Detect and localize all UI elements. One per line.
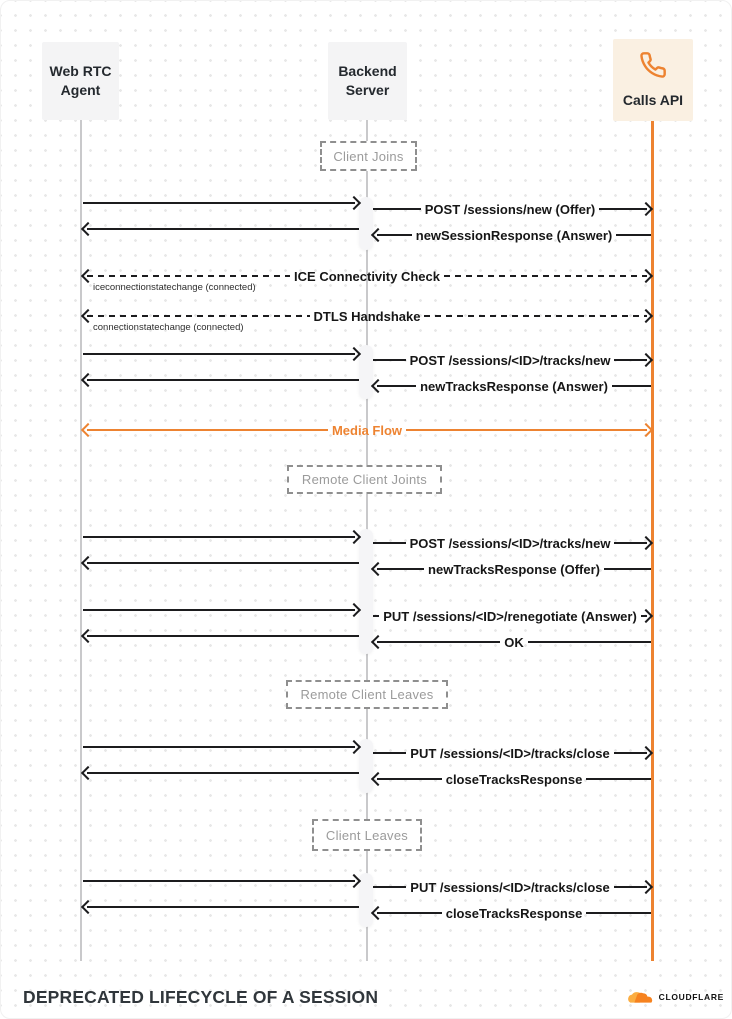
message-label: newTracksResponse (Answer) (420, 378, 608, 394)
arrow-shaft (87, 429, 328, 431)
arrow-segment (83, 555, 359, 571)
arrow-shaft (406, 429, 647, 431)
arrowhead-right-icon (347, 740, 361, 754)
arrowhead-right-icon (639, 536, 653, 550)
arrow-segment (83, 529, 359, 545)
section-label-text: Remote Client Joints (301, 472, 428, 487)
arrowhead-left-icon (81, 373, 95, 387)
arrow-segment (83, 372, 359, 388)
arrow-shaft (83, 746, 355, 748)
arrowhead-left-icon (81, 309, 95, 323)
event-sub-label: iceconnectionstatechange (connected) (93, 282, 256, 293)
arrow-shaft (612, 385, 651, 387)
event-sub-label: connectionstatechange (connected) (93, 322, 244, 333)
message-arrow (373, 634, 651, 650)
arrow-shaft (444, 275, 647, 277)
message-label: closeTracksResponse (445, 771, 583, 787)
message-arrow (373, 227, 651, 243)
message-label: OK (504, 634, 524, 650)
arrow-shaft (616, 234, 651, 236)
message-label: PUT /sessions/<ID>/tracks/close (410, 879, 610, 895)
arrow-segment (83, 899, 359, 915)
arrow-shaft (604, 568, 651, 570)
arrowhead-left-icon (371, 228, 385, 242)
arrowhead-left-icon (371, 562, 385, 576)
arrow-shaft (87, 275, 290, 277)
arrowhead-left-icon (81, 629, 95, 643)
arrow-segment (83, 602, 359, 618)
activation-bar (359, 529, 373, 654)
message-arrow (373, 771, 651, 787)
arrow-shaft (87, 562, 359, 564)
arrowhead-left-icon (81, 423, 95, 437)
arrowhead-right-icon (639, 880, 653, 894)
arrowhead-right-icon (347, 530, 361, 544)
message-arrow (373, 535, 651, 551)
arrow-shaft (424, 315, 647, 317)
activation-bar (359, 739, 373, 793)
message-label: newTracksResponse (Offer) (428, 561, 600, 577)
arrowhead-left-icon (371, 379, 385, 393)
arrow-segment (83, 765, 359, 781)
arrowhead-right-icon (639, 269, 653, 283)
arrowhead-left-icon (81, 222, 95, 236)
cloudflare-logo (626, 989, 724, 1005)
activation-bar (359, 873, 373, 927)
message-label: POST /sessions/<ID>/tracks/new (409, 352, 611, 368)
section-label-text: Client Leaves (325, 827, 409, 843)
cloudflare-cloud-icon (626, 989, 656, 1005)
arrowhead-right-icon (639, 746, 653, 760)
arrowhead-left-icon (81, 556, 95, 570)
arrow-shaft (373, 542, 406, 544)
arrowhead-right-icon (347, 603, 361, 617)
message-label: PUT /sessions/<ID>/renegotiate (Answer) (383, 608, 637, 624)
message-arrow (83, 422, 651, 438)
arrow-shaft (87, 635, 359, 637)
arrowhead-right-icon (639, 309, 653, 323)
arrow-shaft (373, 359, 406, 361)
arrowhead-right-icon (639, 202, 653, 216)
message-arrow (373, 608, 651, 624)
arrow-segment (83, 221, 359, 237)
arrowhead-left-icon (371, 635, 385, 649)
page-title: DEPRECATED LIFECYCLE OF A SESSION (23, 987, 379, 1007)
actor-label: Calls API (622, 91, 684, 108)
message-arrow (373, 378, 651, 394)
arrow-shaft (87, 228, 359, 230)
arrowhead-left-icon (81, 269, 95, 283)
arrow-segment (83, 873, 359, 889)
section-label-remote-client-leaves (286, 680, 448, 709)
arrow-shaft (83, 536, 355, 538)
arrow-shaft (87, 772, 359, 774)
arrow-shaft (528, 641, 651, 643)
message-arrow (373, 561, 651, 577)
message-label: POST /sessions/new (Offer) (424, 201, 596, 217)
arrow-shaft (83, 880, 355, 882)
message-arrow (373, 745, 651, 761)
arrowhead-right-icon (347, 196, 361, 210)
message-label: PUT /sessions/<ID>/tracks/close (410, 745, 610, 761)
section-label-text: Remote Client Leaves (300, 687, 434, 702)
arrow-shaft (83, 353, 355, 355)
section-label-client-joins (320, 141, 417, 171)
phone-icon (639, 51, 667, 84)
actor-backend-server (328, 42, 407, 120)
message-label: closeTracksResponse (445, 905, 583, 921)
lifeline-webrtc-agent (80, 120, 82, 961)
message-arrow (373, 352, 651, 368)
arrow-shaft (373, 752, 406, 754)
message-label: newSessionResponse (Answer) (415, 227, 613, 243)
arrow-shaft (373, 886, 406, 888)
arrowhead-right-icon (639, 423, 653, 437)
section-label-remote-client-joints (287, 465, 442, 494)
actor-label: Web RTC Agent (49, 63, 112, 98)
section-label-client-leaves (312, 819, 422, 851)
arrowhead-right-icon (347, 874, 361, 888)
actor-label: Backend Server (338, 63, 397, 98)
arrow-shaft (377, 912, 442, 914)
arrow-shaft (586, 912, 651, 914)
arrow-shaft (87, 315, 310, 317)
cloudflare-wordmark: CLOUDFLARE (658, 992, 724, 1002)
message-label: Media Flow (331, 422, 403, 438)
activation-bar (359, 197, 373, 250)
arrow-shaft (373, 208, 421, 210)
arrow-shaft (377, 641, 500, 643)
section-label-text: Client Joins (333, 148, 404, 164)
arrow-shaft (83, 202, 355, 204)
arrowhead-left-icon (81, 900, 95, 914)
actor-webrtc-agent (42, 42, 119, 120)
arrow-segment (83, 739, 359, 755)
arrowhead-right-icon (347, 347, 361, 361)
message-label: ICE Connectivity Check (294, 268, 440, 284)
arrow-segment (83, 628, 359, 644)
arrow-shaft (87, 906, 359, 908)
arrow-shaft (87, 379, 359, 381)
message-label: DTLS Handshake (313, 308, 421, 324)
message-label: POST /sessions/<ID>/tracks/new (409, 535, 611, 551)
message-arrow (373, 201, 651, 217)
arrowhead-left-icon (81, 766, 95, 780)
arrowhead-right-icon (639, 609, 653, 623)
arrowhead-right-icon (639, 353, 653, 367)
arrow-shaft (377, 778, 442, 780)
arrowhead-left-icon (371, 772, 385, 786)
arrow-segment (83, 195, 359, 211)
actor-calls-api (613, 39, 693, 121)
arrow-shaft (586, 778, 651, 780)
arrowhead-left-icon (371, 906, 385, 920)
arrow-segment (83, 346, 359, 362)
arrow-shaft (83, 609, 355, 611)
message-arrow (373, 879, 651, 895)
message-arrow (373, 905, 651, 921)
